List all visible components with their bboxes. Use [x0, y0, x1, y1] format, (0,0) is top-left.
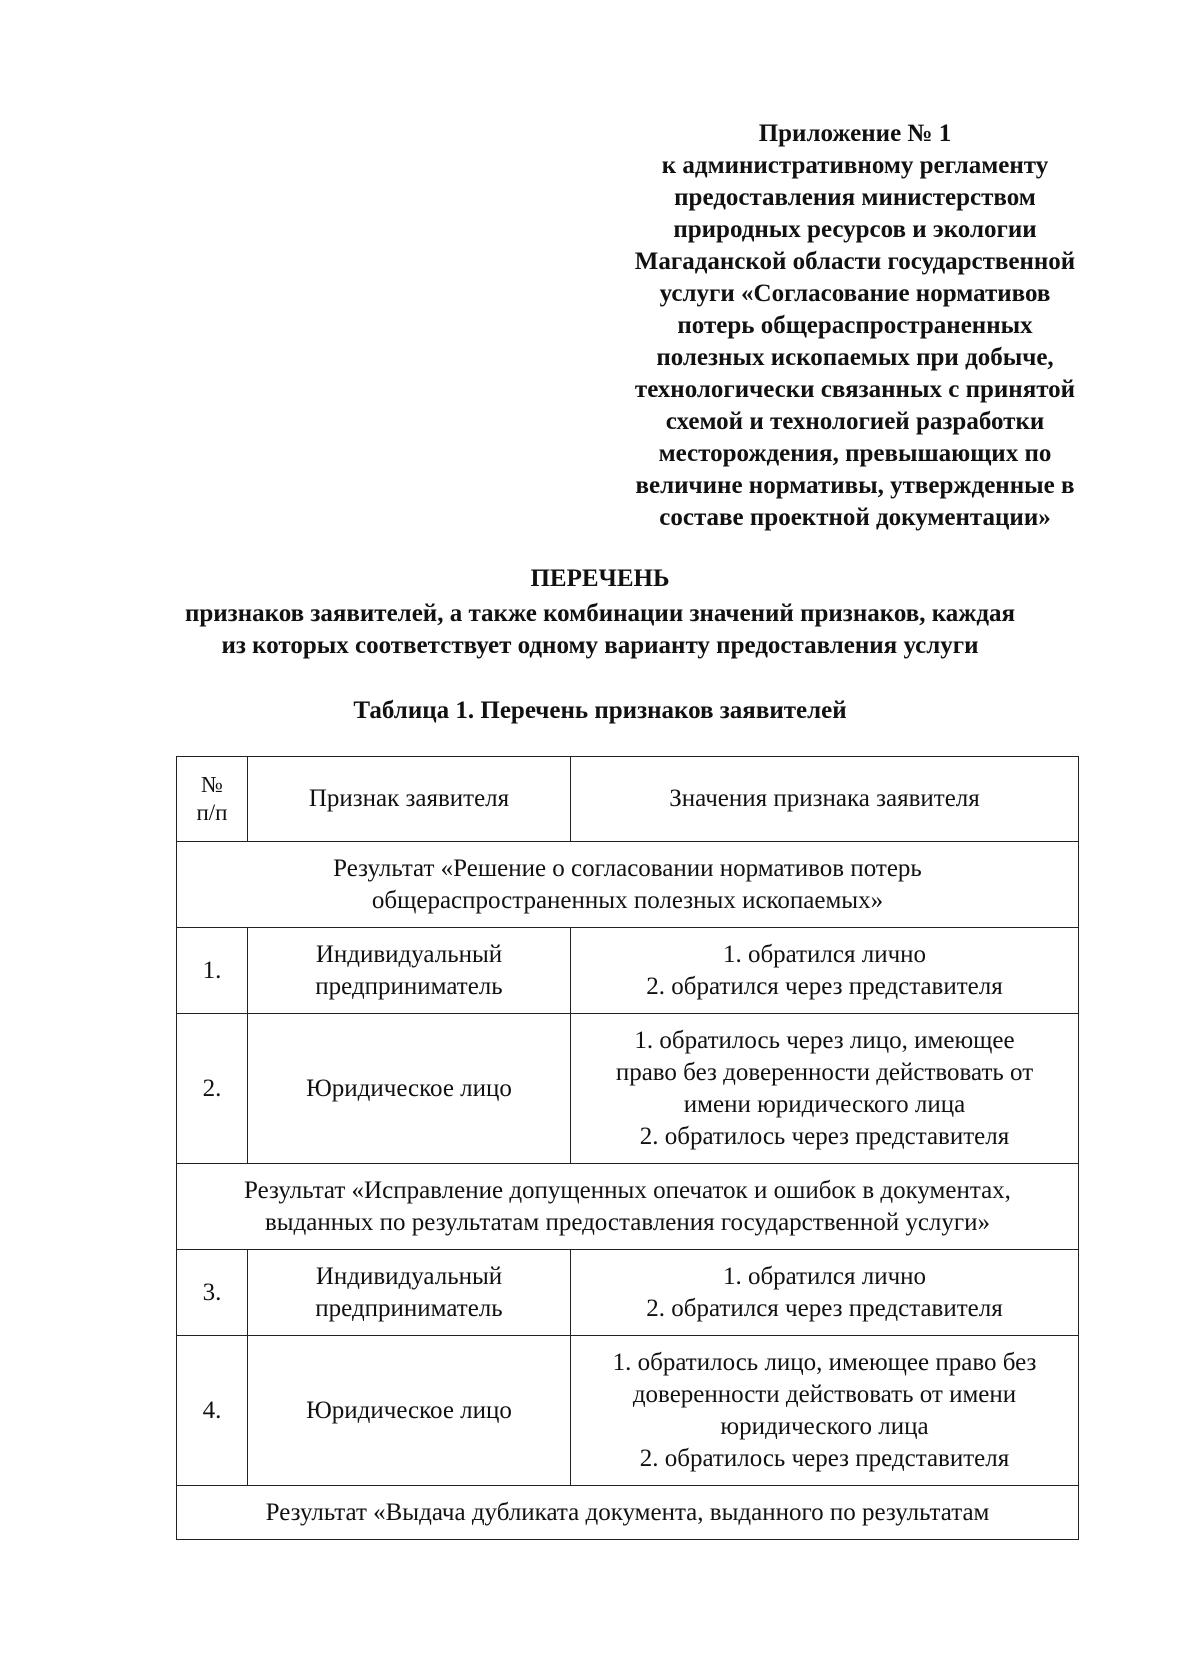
appendix-line: природных ресурсов и экологии	[673, 216, 1037, 243]
result-line: общераспространенных полезных ископаемых»	[371, 886, 884, 914]
result-line: Результат «Решение о согласовании нормативов потерь	[333, 854, 922, 882]
row-number: 3.	[177, 1250, 248, 1336]
appendix-block	[595, 118, 1115, 534]
list-title: ПЕРЕЧЕНЬ	[530, 565, 670, 592]
result-row	[177, 1164, 1079, 1250]
row-value-line: юридического лица	[720, 1412, 929, 1440]
row-attribute	[248, 1014, 571, 1164]
row-value-line: 2. обратился через представителя	[646, 972, 1003, 1000]
row-number: 2.	[177, 1014, 248, 1164]
result-line: Результат «Исправление допущенных опечаток и ошибок в документах,	[244, 1176, 1011, 1204]
row-value-line: 1. обратилось через лицо, имеющее	[634, 1026, 1015, 1054]
row-values	[571, 1014, 1079, 1164]
row-attribute-line: предприниматель	[315, 1294, 503, 1322]
appendix-line: потерь общераспространенных	[677, 312, 1033, 339]
result-cell	[177, 1486, 1079, 1540]
list-subtitle-line: из которых соответствует одному варианту предоставления услуги	[221, 632, 979, 659]
row-values	[571, 1250, 1079, 1336]
row-attribute-line: Юридическое лицо	[306, 1074, 512, 1102]
row-value-line: право без доверенности действовать от	[615, 1058, 1034, 1086]
list-subtitle	[0, 598, 1200, 662]
result-row	[177, 1486, 1079, 1540]
row-value-line: 2. обратилось через представителя	[639, 1122, 1010, 1150]
applicant-attributes-table	[176, 756, 1079, 1540]
result-cell	[177, 842, 1079, 928]
appendix-line: Магаданской области государственной	[634, 248, 1076, 275]
appendix-line: месторождения, превышающих по	[658, 440, 1052, 467]
appendix-line: величине нормативы, утвержденные в	[635, 472, 1075, 499]
appendix-line: технологически связанных с принятой	[634, 376, 1076, 403]
row-attribute-line: предприниматель	[315, 972, 503, 1000]
appendix-line: Приложение № 1	[758, 120, 952, 147]
header-number-cell	[177, 757, 248, 842]
list-subtitle-line: признаков заявителей, а также комбинации значений признаков, каждая	[184, 600, 1016, 627]
row-value-line: имени юридического лица	[683, 1090, 966, 1118]
appendix-line: составе проектной документации»	[659, 504, 1051, 531]
row-number: 4.	[177, 1336, 248, 1486]
result-row	[177, 842, 1079, 928]
table-row	[177, 1014, 1079, 1164]
table-header-row	[177, 757, 1079, 842]
row-attribute	[248, 1336, 571, 1486]
appendix-line: услуги «Согласование нормативов	[659, 280, 1051, 307]
row-value-line: 2. обратился через представителя	[646, 1294, 1003, 1322]
row-value-line: 1. обратился лично	[722, 1262, 927, 1290]
appendix-line: полезных ископаемых при добыче,	[656, 344, 1054, 371]
header-number-sign: №	[201, 772, 223, 797]
row-value-line: доверенности действовать от имени	[632, 1380, 1017, 1408]
appendix-line: к административному регламенту	[661, 152, 1049, 179]
header-values-cell: Значения признака заявителя	[571, 757, 1079, 842]
result-cell	[177, 1164, 1079, 1250]
row-attribute	[248, 1250, 571, 1336]
row-attribute-line: Юридическое лицо	[306, 1396, 512, 1424]
header-attribute-cell: Признак заявителя	[248, 757, 571, 842]
header-number-abbr: п/п	[196, 800, 228, 825]
appendix-line: предоставления министерством	[674, 184, 1036, 211]
table-row	[177, 1250, 1079, 1336]
row-values	[571, 928, 1079, 1014]
appendix-line: схемой и технологией разработки	[665, 408, 1045, 435]
table-row	[177, 928, 1079, 1014]
row-number: 1.	[177, 928, 248, 1014]
table-row	[177, 1336, 1079, 1486]
row-value-line: 1. обратился лично	[722, 940, 927, 968]
row-value-line: 1. обратилось лицо, имеющее право без	[612, 1348, 1037, 1376]
row-attribute-line: Индивидуальный	[315, 940, 503, 968]
result-line: Результат «Выдача дубликата документа, выданного по результатам	[265, 1498, 990, 1526]
table-caption: Таблица 1. Перечень признаков заявителей	[353, 697, 847, 724]
row-attribute-line: Индивидуальный	[315, 1262, 503, 1290]
row-values	[571, 1336, 1079, 1486]
row-value-line: 2. обратилось через представителя	[639, 1444, 1010, 1472]
row-attribute	[248, 928, 571, 1014]
result-line: выданных по результатам предоставления государственной услуги»	[264, 1208, 991, 1236]
